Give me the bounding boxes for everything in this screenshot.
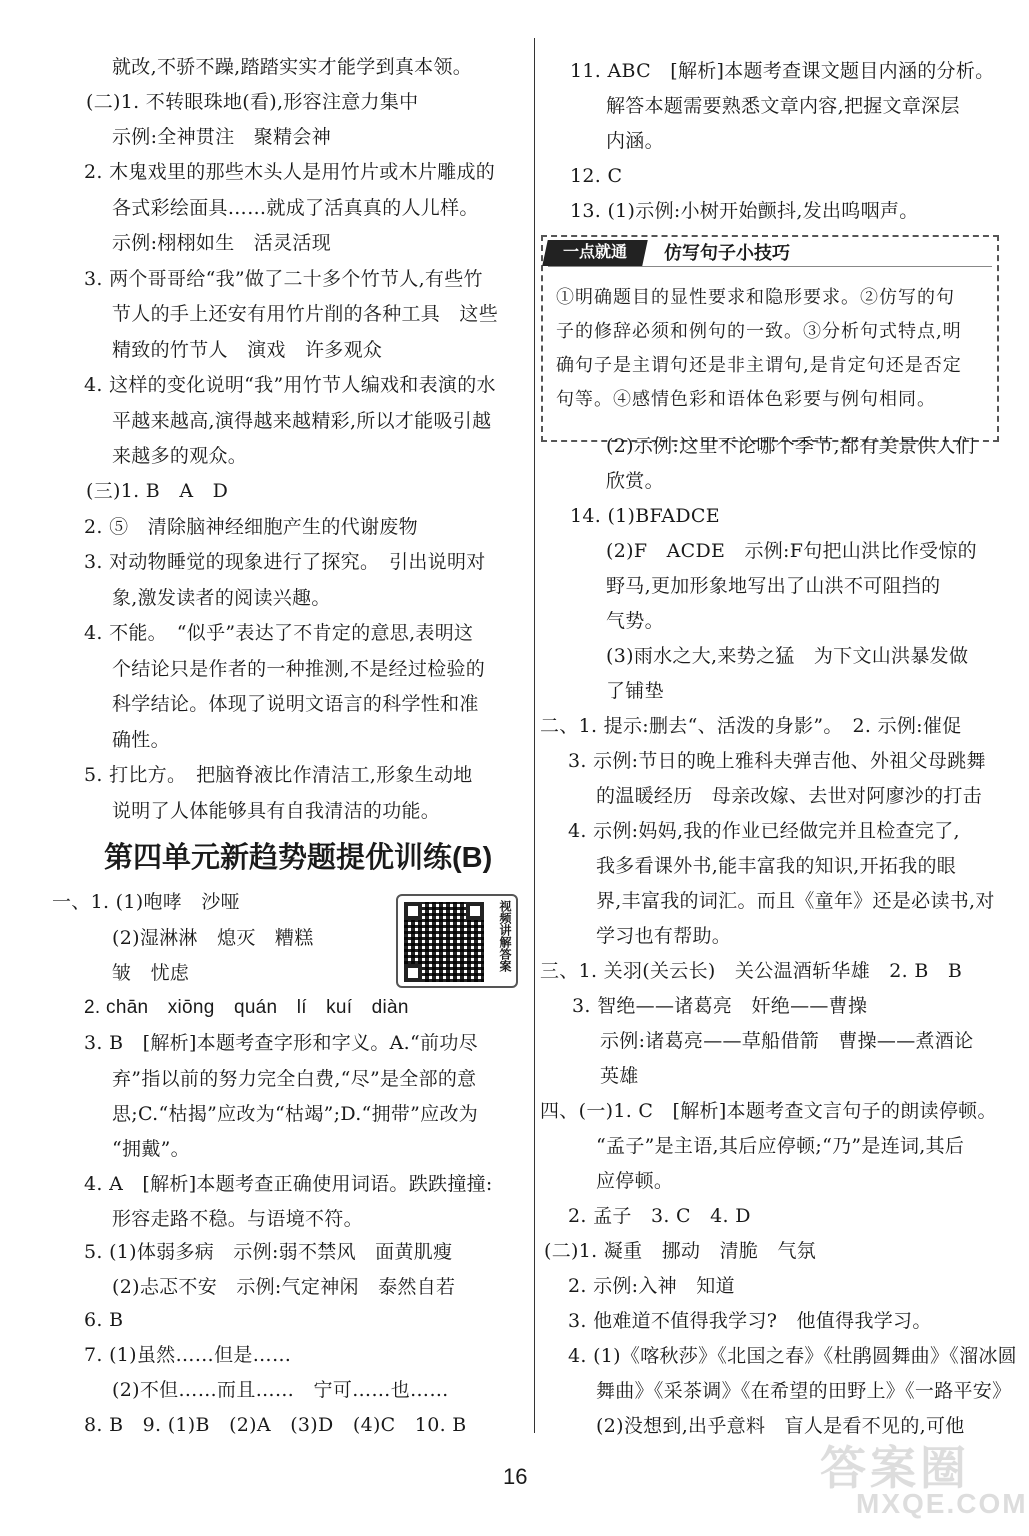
answer-line: 舞曲》《采茶调》《在希望的田野上》《一路平安》 xyxy=(596,1380,1012,1402)
answer-line: 来越多的观众。 xyxy=(112,445,248,467)
qr-finder-icon xyxy=(466,902,484,920)
answer-line: 3. 两个哥哥给“我”做了二十多个竹节人,有些竹 xyxy=(84,268,483,290)
answer-line: 4. A [解析]本题考查正确使用词语。跌跌撞撞: xyxy=(84,1173,493,1195)
answer-line: 野马,更加形象地写出了山洪不可阻挡的 xyxy=(606,575,941,597)
answer-line: 4. 不能。 “似乎”表达了不肯定的意思,表明这 xyxy=(84,622,474,644)
answer-line: 8. B 9. (1)B (2)A (3)D (4)C 10. B xyxy=(84,1414,467,1436)
watermark-main: 答案圈 xyxy=(820,1442,970,1494)
answer-line: “拥戴”。 xyxy=(112,1138,190,1160)
answer-line: 确性。 xyxy=(112,729,170,751)
answer-line: 4. (1)《喀秋莎》《北国之春》《杜鹃圆舞曲》《溜冰圆 xyxy=(568,1345,1017,1367)
answer-line: (二)1. 凝重 挪动 清脆 气氛 xyxy=(544,1240,817,1262)
answer-line: 4. 这样的变化说明“我”用竹节人编戏和表演的水 xyxy=(84,374,496,396)
watermark-sub: MXQE.COM xyxy=(856,1488,1028,1519)
answer-line: 示例:全神贯注 聚精会神 xyxy=(112,126,332,148)
tip-line: 句等。④感情色彩和语体色彩要与例句相同。 xyxy=(556,389,936,410)
answer-line: (3)雨水之大,来势之猛 为下文山洪暴发做 xyxy=(606,645,969,667)
answer-line: (三)1. B A D xyxy=(86,480,229,502)
answer-line: 英雄 xyxy=(600,1065,639,1087)
answer-line: 欣赏。 xyxy=(606,470,664,492)
answer-line: 气势。 xyxy=(606,610,664,632)
answer-line: 弃”指以前的努力完全白费,“尽”是全部的意 xyxy=(112,1068,477,1090)
answer-line: 的温暖经历 母亲改嫁、去世对阿廖沙的打击 xyxy=(596,785,983,807)
tip-line: 确句子是主谓句还是非主谓句,是肯定句还是否定 xyxy=(556,355,962,376)
answer-line: 解答本题需要熟悉文章内容,把握文章深层 xyxy=(606,95,960,117)
tip-badge-label: 一点就通 xyxy=(562,244,627,261)
answer-line: 就改,不骄不躁,踏踏实实才能学到真本领。 xyxy=(112,56,473,78)
column-divider xyxy=(534,38,535,1433)
qr-code[interactable] xyxy=(396,894,518,988)
answer-line: (2)忐忑不安 示例:气定神闲 泰然自若 xyxy=(112,1276,456,1298)
answer-line: 3. 智绝——诸葛亮 奸绝——曹操 xyxy=(572,995,868,1017)
answer-line: (2)不但……而且…… 宁可……也…… xyxy=(112,1379,449,1401)
tip-rule xyxy=(548,266,992,267)
answer-line: 界,丰富我的词汇。而且《童年》还是必读书,对 xyxy=(596,890,995,912)
answer-line: 13. (1)示例:小树开始颤抖,发出呜咽声。 xyxy=(570,200,919,222)
answer-line: 节人的手上还安有用竹片削的各种工具 这些 xyxy=(112,303,499,325)
answer-line: 5. (1)体弱多病 示例:弱不禁风 面黄肌瘦 xyxy=(84,1241,453,1263)
qr-finder-icon xyxy=(404,902,422,920)
answer-line: 示例:栩栩如生 活灵活现 xyxy=(112,232,332,254)
page-number: 16 xyxy=(503,1464,528,1489)
qr-finder-icon xyxy=(404,964,422,982)
answer-line: 了铺垫 xyxy=(606,680,664,702)
answer-line: 3. 示例:节日的晚上雅科夫弹吉他、外祖父母跳舞 xyxy=(568,750,986,772)
answer-line: 说明了人体能够具有自我清洁的功能。 xyxy=(112,800,441,822)
answer-line: 7. (1)虽然……但是…… xyxy=(84,1344,292,1366)
tip-line: ①明确题目的显性要求和隐形要求。②仿写的句 xyxy=(556,287,955,308)
answer-line: (2)湿淋淋 熄灭 糟糕 xyxy=(112,927,314,949)
watermark-logo xyxy=(820,1432,1028,1528)
answer-line: 2. chān xiōng quán lí kuí diàn xyxy=(84,997,409,1018)
tip-badge xyxy=(542,240,648,266)
section-title: 第四单元新趋势题提优训练(B) xyxy=(104,842,493,874)
answer-line: 12. C xyxy=(570,165,623,187)
tip-line: 子的修辞必须和例句的一致。③分析句式特点,明 xyxy=(556,321,962,342)
answer-line: 精致的竹节人 演戏 许多观众 xyxy=(112,339,383,361)
answer-line: 我多看课外书,能丰富我的知识,开拓我的眼 xyxy=(596,855,957,877)
answer-line: 3. B [解析]本题考查字形和字义。A.“前功尽 xyxy=(84,1032,478,1054)
answer-line: (2)示例:这里不论哪个季节,都有美景供人们 xyxy=(606,435,975,457)
answer-line: 各式彩绘面具……就成了活真真的人儿样。 xyxy=(112,197,479,219)
answer-line: 3. 对动物睡觉的现象进行了探究。 引出说明对 xyxy=(84,551,486,573)
answer-line: 6. B xyxy=(84,1309,124,1331)
answer-line: 思;C.“枯揭”应改为“枯竭”;D.“拥带”应改为 xyxy=(112,1103,479,1125)
answer-line: 2. 示例:入神 知道 xyxy=(568,1275,735,1297)
answer-line: 科学结论。体现了说明文语言的科学性和准 xyxy=(112,693,479,715)
answer-line: 象,激发读者的阅读兴趣。 xyxy=(112,587,331,609)
answer-line: 形容走路不稳。与语境不符。 xyxy=(112,1208,363,1230)
answer-line: 14. (1)BFADCE xyxy=(570,505,720,527)
answer-line: “孟子”是主语,其后应停顿;“乃”是连词,其后 xyxy=(596,1135,965,1157)
answer-line: 个结论只是作者的一种推测,不是经过检验的 xyxy=(112,658,486,680)
qr-caption: 视频讲解答案 xyxy=(498,900,512,972)
answer-line: (2)F ACDE 示例:F句把山洪比作受惊的 xyxy=(606,540,977,562)
answer-line: 2. 孟子 3. C 4. D xyxy=(568,1205,751,1227)
answer-line: 内涵。 xyxy=(606,130,664,152)
answer-line: 2. ⑤ 清除脑神经细胞产生的代谢废物 xyxy=(84,516,418,538)
answer-line: 3. 他难道不值得我学习? 他值得我学习。 xyxy=(568,1310,932,1332)
answer-line: 平越来越高,演得越来越精彩,所以才能吸引越 xyxy=(112,410,492,432)
answer-line: 皱 忧虑 xyxy=(112,962,190,984)
answer-line: 5. 打比方。 把脑脊液比作清洁工,形象生动地 xyxy=(84,764,473,786)
answer-line: 4. 示例:妈妈,我的作业已经做完并且检查完了, xyxy=(568,820,960,842)
answer-line: 学习也有帮助。 xyxy=(596,925,732,947)
tip-title: 仿写句子小技巧 xyxy=(664,243,790,263)
answer-line: 三、1. 关羽(关云长) 关公温酒斩华雄 2. B B xyxy=(540,960,963,982)
answer-line: (2)没想到,出乎意料 盲人是看不见的,可他 xyxy=(596,1415,965,1437)
answer-line: 示例:诸葛亮——草船借箭 曹操——煮酒论 xyxy=(600,1030,974,1052)
answer-line: 11. ABC [解析]本题考查课文题目内涵的分析。 xyxy=(570,60,995,82)
answer-line: 2. 木鬼戏里的那些木头人是用竹片或木片雕成的 xyxy=(84,161,496,183)
answer-line: (二)1. 不转眼珠地(看),形容注意力集中 xyxy=(86,91,419,113)
answer-line: 四、(一)1. C [解析]本题考查文言句子的朗读停顿。 xyxy=(540,1100,997,1122)
answer-line: 应停顿。 xyxy=(596,1170,674,1192)
answer-line: 一、1. (1)咆哮 沙哑 xyxy=(52,891,240,913)
answer-line: 二、1. 提示:删去“、活泼的身影”。 2. 示例:催促 xyxy=(540,715,962,737)
